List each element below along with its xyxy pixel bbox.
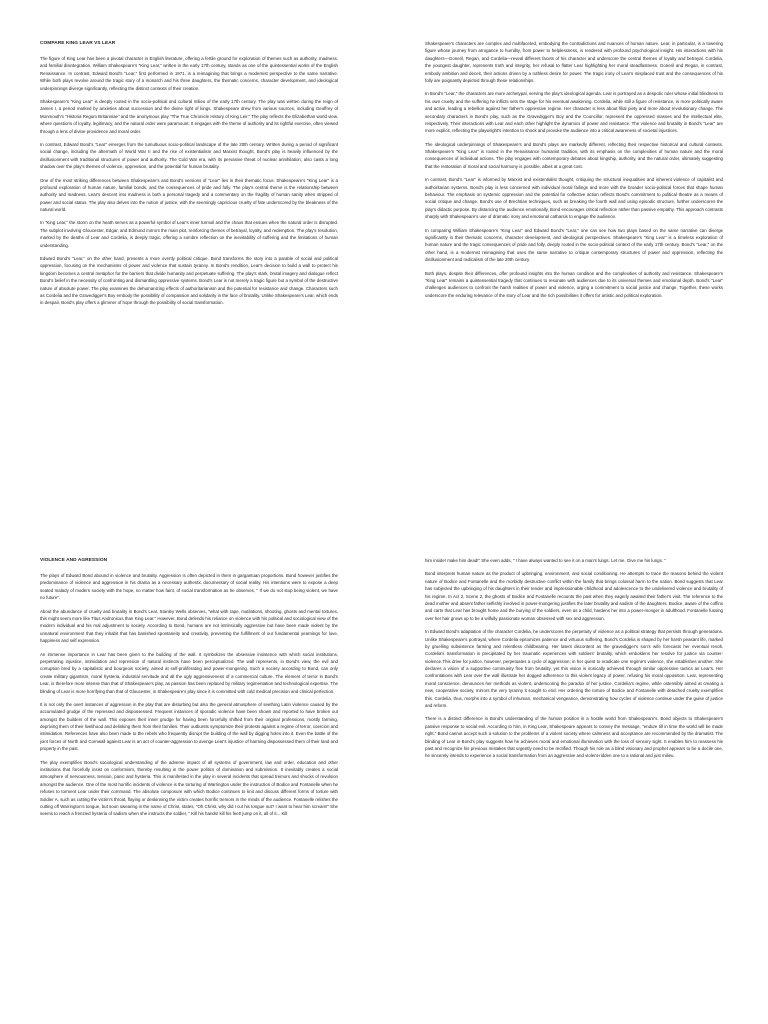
body-paragraph: Bond interprets human nature as the product of upbringing, environment, and social conditioning. He attempts to trace the reasons behind the violent nature of Bodice and Fontanelle and the morbidly destructive conflict within the family that brings colossal harm to the nation. Bond suggests that Lear has subjected the upbringing of his daughters in their tender and impressionable childhood and adolescence to the undelivered violence and brutality of his regime. In Act 2, Scene 2, the ghosts of Bodice and Fontanelle recounts the past when they eagerly awaited their father's visit. The reference to the dead mother and absent father selfishly involved in power-mongering justifies the later brutality and sadism of the daughters. Bodice, aware of the coffins and carts that Lear has brought home and the burying of the soldiers, even as a child, hardens her into a power-monger in adulthood. Fontanelle fussing over her hair grows up to be a wilfully passionate woman obsessed with sex and aggression. — [425, 571, 723, 621]
document-page-2 — [0, 512, 768, 1024]
body-paragraph: In "King Lear," the storm on the heath serves as a powerful symbol of Lear's inner turmoil and the chaos that ensues when the natural order is disrupted. The subplot involving Gloucester, Edgar, and Edmund mirrors the main plot, reinforcing themes of betrayal, loyalty, and redemption. The play's resolution, marked by the deaths of Lear and Cordelia, is deeply tragic, offering a sombre reflection on the inevitability of suffering and the limitations of human understanding. — [40, 220, 338, 248]
body-paragraph: Edward Bond's "Lear," on the other hand, presents a more overtly political critique. Bond transforms the story into a parable of social and political oppression, focusing on the mechanisms of power and violence that sustain tyranny. In Bond's rendition, Lear's decision to build a wall to protect his kingdom becomes a central metaphor for the barriers that divide humanity and perpetuate suffering. The play's stark, brutal imagery and dialogue reflect Bond's belief in the necessity of confronting and dismantling oppressive systems. Bond's Lear is not merely a tragic figure but a symbol of the destructive nature of absolute power. The play examines the dehumanizing effects of authoritarianism and the potential for resistance and change. Characters such as Cordelia and the Gravedigger's Boy embody the possibility of compassion and solidarity in the face of brutality. Unlike Shakespeare's Lear, which ends in despair, Bond's play offers a glimmer of hope through the possibility of social transformation. — [40, 256, 338, 306]
body-paragraph: In Edward Bond's adaptation of the character Cordelia, he underscores the perpetuity of violence as a political strategy that persists through generations. Unlike Shakespeare's portrayal, where Cordelia epitomizes patience and virtuous suffering, Bond's Cordelia is shaped by her harsh peasant life, marked by gruelling subsistence farming and relentless childbearing. Her latent discontent as the gravedigger's son's wife forecasts her eventual revolt. Cordelia's transformation is precipitated by her traumatic experiences with soldiers' brutality, which emboldens her resolve for justice via counter-violence.This drive for justice, however, perpetuates a cycle of aggression; in her quest to eradicate one regime's violence, she establishes another. She declares a vision of a supportive community free from brutality, yet this vision is ironically achieved through similar oppressive tactics as Lear's. Her confrontations with Lear over the wall illustrate her dogged adherence to this violent legacy of power, refusing his moral opposition. Lear, representing moral conscience, denounces her methods as violent, underscoring the paradox of her justice. Cordelia's regime, while ostensibly aimed at creating a new, cooperative society, mirrors the very tyranny it sought to end. Her ordering the torture of Bodice and Fontanelle with detached cruelty exemplifies this. Cordelia, thus, morphs into a symbol of inhuman, mechanical vengeance, demonstrating how cycles of violence continue under the guise of justice and reform. — [425, 629, 723, 709]
body-paragraph: The play exemplifies Bond's sociological understanding of the adverse impact of all systems of government, law and order, education and other institutions that forcefully insist on conformism, thereby resulting in the power politics of domination and submission. It inevitably creates a social atmosphere of nervousness, tension, panic and hysteria. This is manifested in the play in several incidents that spread tremors and shocks of revulsion amongst the audience. One of the most horrific incidents of violence is the torturing of Warrington under the instruction of Bodice and Fontanelle when he refuses to torment Lear under their command. The absolute composure with which Bodice continues to knit and discuss different forms of torture with Soldier A, such as cutting the victim's throat, flaying or deskinning the victim creates horrific tremors in the minds of the audience. Fontanelle relishes the cutting off Warrington's tongue, but soon swearing in the name of Christ, states, "Oh Christ, why did I cut his tongue out? I want to hear him scream!" She seems to reach a frenzied hysteria of sadism when she instructs the soldier, " Kill his hands! kill his feet! jump on it, all of it... Kill — [40, 759, 338, 817]
body-paragraph: An immense importance in Lear has been given to the building of the wall. It symbolizes the obsessive insistence with which social institutions, perpetrating injustice, intimidation and repression of natural instincts have been perceptualized. The wall represents, in Bond's view, the evil and corruption bred by a capitalistic and bourgeois society, aimed at self-proliferating and power-mongering. Such a society according to Bond, can only create military gigantism, moral hysteria, industrial servitude and all the ugly aggressiveness of a commercial culture. The element of terror in Bond's Lear, is therefore more intense than that of Shakespeare's play, as passion has been replaced by military regimentation and technological expertise. The blinding of Lear is more horrifying than that of Gloucester, in Shakespeare's play since it is committed with cold medical precision and clinical perfection. — [40, 651, 338, 694]
body-paragraph: Shakespeare's "King Lear" is deeply rooted in the socio-political and cultural milieu of the early 17th century. The play was written during the reign of James I, a period marked by anxieties about succession and the divine right of kings. Shakespeare drew from various sources, including Geoffrey of Monmouth's "Historia Regum Britanniae" and the anonymous play "The True Chronicle History of King Leir." The play reflects the Elizabethan world view, where questions of loyalty, legitimacy, and the natural order were paramount. It engages with the theme of authority and its rightful exercise, often viewed through a lens of divine providence and moral order. — [40, 99, 338, 134]
body-paragraph: One of the most striking differences between Shakespeare's and Bond's versions of "Lear" lies in their thematic focus. Shakespeare's "King Lear" is a profound exploration of human nature, familial bonds, and the consequences of pride and folly. The play's central theme is the relationship between authority and madness. Lear's descent into madness is both a personal tragedy and a commentary on the fragility of human sanity when stripped of power and social status. The play also delves into the notion of justice, with the seemingly capricious cruelty of fate underscored by the bleakness of the natural world. — [40, 177, 338, 213]
section-heading: VIOLENCE AND AGRESSION — [40, 558, 108, 563]
body-paragraph: him inside! make him dead!" She even adds, " I have always wanted to see it on a man's lungs. Let me. Give me his lungs. " — [425, 558, 666, 563]
body-paragraph: The plays of Edward Bond abound in violence and brutality. Aggression is often depicted in them in gargantuan proportions. Bond however justifies the predominance of violence and aggression in his drama as a necessary authentic documentary of social reality. His intentions were to expose a deep seated malady of modern society with the hope, no matter how faint, of social transformation as he observes, " If we do not stop being violent, we have no future". — [40, 573, 338, 601]
body-paragraph: In comparing William Shakespeare's "King Lear" and Edward Bond's "Lear," one can see how two plays based on the same narrative can diverge significantly in their thematic concerns, character development, and ideological perspectives. Shakespeare's "King Lear" is a timeless exploration of human nature and the tragic consequences of pride and folly, deeply rooted in the socio-political context of the early 17th century. Bond's "Lear," on the other hand, is a modernist reimagining that uses the same narrative to critique contemporary structures of power and oppression, reflecting the disillusionment and radicalism of the late 20th century. — [425, 227, 723, 263]
body-paragraph: There is a distinct difference in Bond's understanding of the human position in a hostile world from Shakespeare's. Bond objects to Shakespeare's passive response to social evil. According to him, in King Lear, Shakespeare appears to convey the message, "endure till in time the world will be made right." Bond cannot accept such a solution to the problems of a violent society where calmness and acceptance are recommended by the dramatist. The blinding of Lear in Bond's play suggests how he achieves moral and emotional illumination with the loss of sensory sight. It enables him to reassess his past and recognize his previous mistakes that urgently need to be rectified. Though his role as a blind visionary and prophet appears to be a docile one, he sincerely intends to experience a social transformation from an aggressive and violent-ridden one to a rational and just milieu. — [425, 716, 723, 759]
body-paragraph: It is not only the overt instances of aggression in the play that are disturbing but also the general atmosphere of seething Latin violence caused by the accumulated grudge of the repressed and dispossessed. Frequent instances of sporadic violence have been shown and reported to have broken out amongst the builders of the wall. This exposes their inner grudge for having been forcefully shifted from their original professions, mostly farming, depriving them of their livelihood and delinking them from their families. Their outbursts symptomize their protests against a regime of terror, coercion and intimidation. References have also been made to the rebels who frequently disrupt the building of the wall by digging holes into it. Even the battle of the joint forces of North and Cornwall against Lear is an act of counter-aggression to avenge Lear's injustice of harming dispossessed them of their land and property in the past. — [40, 701, 338, 752]
page-2-right-column — [425, 557, 723, 766]
page-1-right-column — [425, 40, 723, 305]
page-1-left-column — [40, 40, 338, 313]
body-paragraph: In Bond's "Lear," the characters are more archetypal, serving the play's ideological agenda. Lear is portrayed as a despotic ruler whose initial blindness to his own cruelty and the suffering he inflicts sets the stage for his eventual awakening. Cordelia, while still a figure of resistance, is more politically aware and active, leading a rebellion against her father's oppressive regime. Her character is less about filial piety and more about revolutionary change. The secondary characters in Bond's play, such as the Gravedigger's Boy and the Councillor, represent the oppressed masses and the intellectual elite, respectively. Their interactions with Lear and each other highlight the dynamics of power and resistance. The violence and brutality in Bond's "Lear" are more explicit, reflecting the playwright's intention to shock and provoke the audience into a critical awareness of societal injustices. — [425, 91, 723, 134]
body-paragraph: The ideological underpinnings of Shakespeare's and Bond's plays are markedly different, reflecting their respective historical and cultural contexts. Shakespeare's "King Lear" is rooted in the Renaissance humanist tradition, with its emphasis on the complexities of human nature and the moral consequences of individual actions. The play engages with contemporary debates about kingship, authority, and the natural order, ultimately suggesting that the restoration of moral and social harmony is possible, albeit at a great cost. — [425, 141, 723, 169]
body-paragraph: Shakespeare's characters are complex and multifaceted, embodying the contradictions and nuances of human nature. Lear, in particular, is a towering figure whose journey from arrogance to humility, from power to helplessness, is rendered with profound psychological insight. His interactions with his daughters—Goneril, Regan, and Cordelia—reveal different facets of his character and underscore the central themes of loyalty and betrayal. Cordelia, the youngest daughter, represents truth and integrity, her refusal to flatter Lear highlighting her moral steadfastness. Goneril and Regan, in contrast, embody ambition and deceit, their actions driven by a ruthless desire for power. The tragic irony of Lear's misplaced trust and the consequences of his folly are poignantly depicted through these relationships. — [425, 41, 723, 83]
body-paragraph: About the abundance of cruelty and brutality in Bond's Lear, Stanley Wells observes, "what with rape, mutilations, shooting, ghosts and mental tortures, this might seem more like Titus Andronicus than King Lear." However, Bond defends his reliance on violence with his political and sociological view of the modern individual and his mal adjustment to society. According to Bond, humans are not intrinsically aggressive but have been made violent by the unnatural environment that they inhabit that has banished spontaneity and creativity, preventing the fulfillment of our fundamental yearnings for love, happiness and self expression. — [40, 608, 338, 644]
body-paragraph: In contrast, Bond's "Lear" is informed by Marxist and existentialist thought, critiquing the structural inequalities and inherent violence of capitalist and authoritarian systems. Bond's play is less concerned with individual moral failings and more with the broader socio-political forces that shape human behaviour. The emphasis on systemic oppression and the potential for collective action reflects Bond's commitment to political theatre as a means of social critique and change. Bond's use of Brechtian techniques, such as breaking the fourth wall and using episodic structure, further underscores the play's didactic purpose. By distancing the audience emotionally, Bond encourages critical reflection rather than passive empathy. This approach contrasts sharply with Shakespeare's use of dramatic irony and emotional catharsis to engage the audience. — [425, 177, 723, 220]
body-paragraph: The figure of King Lear has been a pivotal character in English literature, offering a fertile ground for exploration of themes such as authority, madness, and familial disintegration. William Shakespeare's "King Lear," written in the early 17th century, stands as one of the quintessential works of the English Renaissance. In contrast, Edward Bond's "Lear," first performed in 1971, is a reimagining that brings a modernist perspective to the same narrative. While both plays revolve around the tragic story of a monarch and his three daughters, the thematic concerns, character development, and ideological underpinnings diverge significantly, reflecting the distinct contexts of their creation. — [40, 56, 338, 91]
body-paragraph: Both plays, despite their differences, offer profound insights into the human condition and the complexities of authority and resistance. Shakespeare's "King Lear" remains a quintessential tragedy that continues to resonate with audiences due to its universal themes and emotional depth. Bond's "Lear" challenges audiences to confront the harsh realities of power and violence, urging a commitment to social justice and change. Together, these works underscore the enduring relevance of the story of Lear and the rich possibilities it offers for artistic and political exploration. — [425, 270, 723, 298]
section-heading: COMPARE KING LEAR VS LEAR — [40, 41, 116, 46]
body-paragraph: In contrast, Edward Bond's "Lear" emerges from the tumultuous socio-political landscape of the late 20th century. Written during a period of significant social change, including the aftermath of World War II and the rise of existentialism and Marxist thought, Bond's play is heavily influenced by the disillusionment with traditional structures of power and authority. The Cold War era, with its pervasive threat of nuclear annihilation, also casts a long shadow over the play's themes of violence, oppression, and the potential for human brutality. — [40, 141, 338, 170]
page-2-left-column — [40, 557, 338, 824]
